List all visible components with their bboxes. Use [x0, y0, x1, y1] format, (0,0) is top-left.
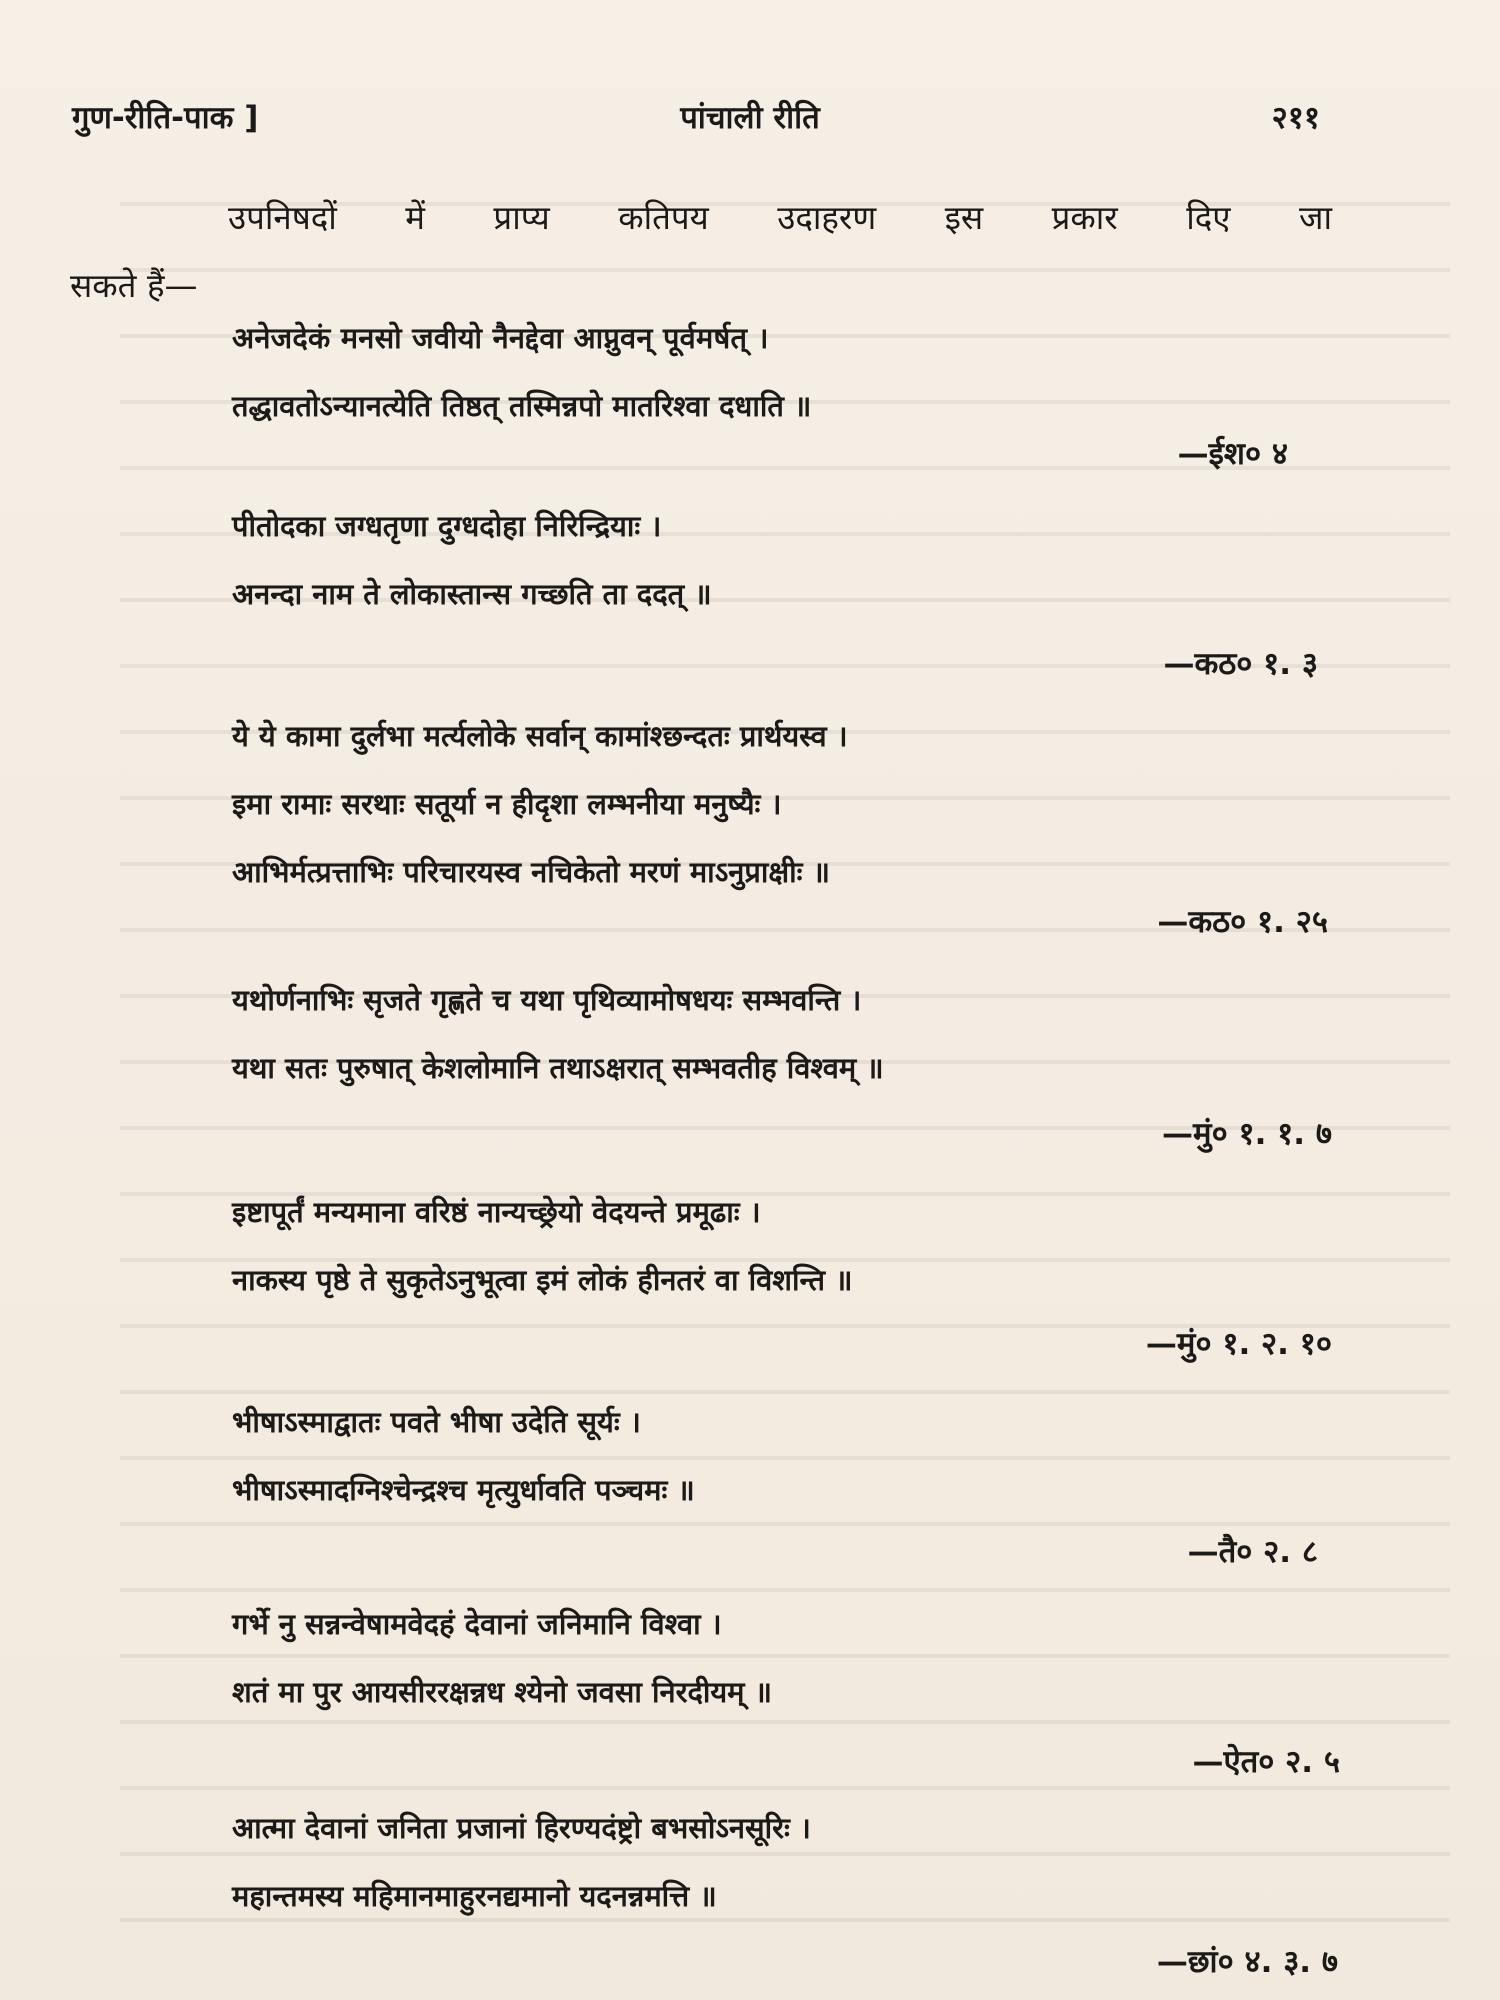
- verse-citation: —कठ० १. ३: [1163, 646, 1318, 682]
- verse-citation: —मुं० १. १. ७: [1162, 1116, 1332, 1152]
- verse-citation: —कठ० १. २५: [1157, 904, 1328, 940]
- verse-block: [232, 1794, 1342, 1930]
- verse-line: ये ये कामा दुर्लभा मर्त्यलोके सर्वान् कामांश्छन्दतः प्रार्थयस्व ।: [232, 719, 848, 753]
- verse-citation: —ईश० ४: [1177, 436, 1288, 472]
- verse-line: तद्धावतोऽन्यानत्येति तिष्ठत् तस्मिन्नपो मातरिश्वा दधाति ॥: [232, 389, 812, 423]
- verse-line: महान्तमस्य महिमानमाहुरनद्यमानो यदनन्नमत्ति ॥: [232, 1879, 717, 1913]
- header-chapter-title: पांचाली रीति: [680, 100, 820, 136]
- verse-line: भीषाऽस्माद्वातः पवते भीषा उदेति सूर्यः ।: [232, 1405, 641, 1439]
- intro-line-1: उपनिषदों में प्राप्य कतिपय उदाहरण इस प्रकार दिए जा: [228, 198, 1332, 237]
- verse-block: [232, 304, 1342, 440]
- verse-line: अनन्दा नाम ते लोकास्तान्स गच्छति ता ददत् ॥: [232, 577, 712, 611]
- verse-line: पीतोदका जग्धतृणा दुग्धदोहा निरिन्द्रियाः ।: [232, 509, 662, 543]
- verse-line: इमा रामाः सरथाः सतूर्या न हीदृशा लम्भनीया मनुष्यैः ।: [232, 787, 782, 821]
- verse-line: नाकस्य पृष्ठे ते सुकृतेऽनुभूत्वा इमं लोकं हीनतरं वा विशन्ति ॥: [232, 1263, 853, 1297]
- verse-block: [232, 966, 1342, 1102]
- intro-paragraph: [70, 184, 1332, 320]
- header-section-title: गुण-रीति-पाक ]: [72, 100, 259, 136]
- verse-line: आभिर्मत्प्रत्ताभिः परिचारयस्व नचिकेतो मरणं माऽनुप्राक्षीः ॥: [232, 855, 830, 889]
- verse-block: [232, 702, 1342, 906]
- verse-line: गर्भे नु सन्नन्वेषामवेदहं देवानां जनिमानि विश्वा ।: [232, 1607, 722, 1641]
- verse-block: [232, 1178, 1342, 1314]
- verse-line: भीषाऽस्मादग्निश्चेन्द्रश्च मृत्युर्धावति पञ्चमः ॥: [232, 1473, 695, 1507]
- verse-line: यथोर्णनाभिः सृजते गृह्णते च यथा पृथिव्यामोषधयः सम्भवन्ति ।: [232, 983, 862, 1017]
- verse-line: आत्मा देवानां जनिता प्रजानां हिरण्यदंष्ट्रो बभसोऽनसूरिः ।: [232, 1811, 811, 1845]
- verse-citation: —ऐत० २. ५: [1192, 1744, 1340, 1780]
- verse-block: [232, 492, 1342, 628]
- verse-block: [232, 1590, 1342, 1726]
- intro-line-2: सकते हैं—: [70, 266, 198, 305]
- running-header: [0, 96, 1500, 146]
- verse-citation: —छां० ४. ३. ७: [1156, 1944, 1338, 1980]
- verse-line: अनेजदेकं मनसो जवीयो नैनद्देवा आप्नुवन् पूर्वमर्षत् ।: [232, 321, 769, 355]
- verse-line: यथा सतः पुरुषात् केशलोमानि तथाऽक्षरात् सम्भवतीह विश्वम् ॥: [232, 1051, 884, 1085]
- verse-citation: —तै० २. ८: [1187, 1534, 1318, 1570]
- verse-line: शतं मा पुर आयसीररक्षन्नध श्येनो जवसा निरदीयम् ॥: [232, 1675, 772, 1709]
- verse-citation: —मुं० १. २. १०: [1145, 1326, 1332, 1362]
- verse-line: इष्टापूर्तं मन्यमाना वरिष्ठं नान्यच्छ्रेयो वेदयन्ते प्रमूढाः ।: [232, 1195, 761, 1229]
- page-number: २११: [1271, 100, 1320, 136]
- verse-block: [232, 1388, 1342, 1524]
